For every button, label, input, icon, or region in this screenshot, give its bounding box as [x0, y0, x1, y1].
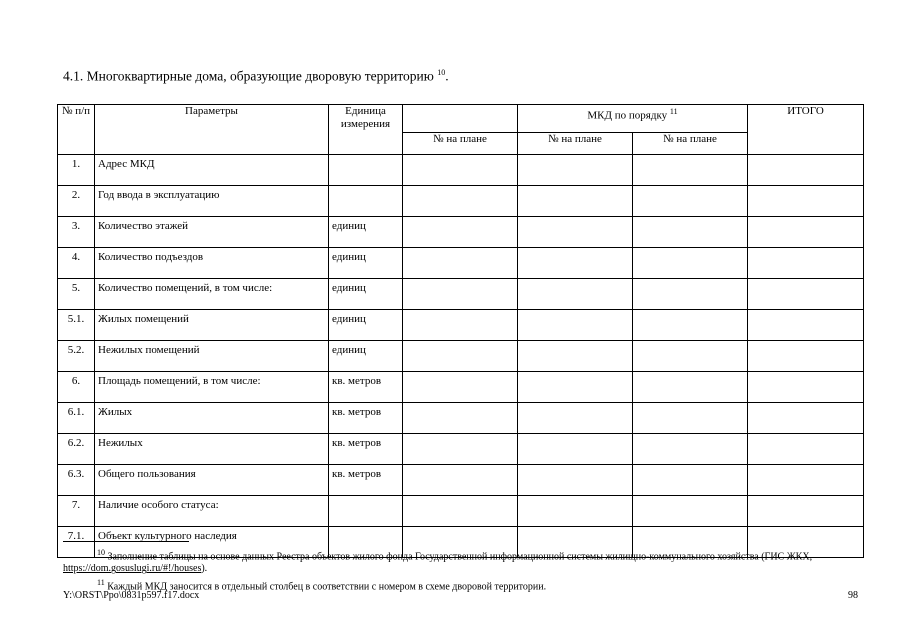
value-cell — [403, 341, 518, 372]
value-cell — [518, 403, 633, 434]
section-heading-text: 4.1. Многоквартирные дома, образующие дворовую территорию — [63, 68, 434, 84]
col-header-blank — [403, 105, 518, 133]
value-cell — [518, 248, 633, 279]
total-cell — [748, 248, 864, 279]
table-row — [58, 279, 864, 310]
row-number: 2. — [58, 186, 95, 217]
value-cell — [633, 372, 748, 403]
table-row — [58, 341, 864, 372]
table-row — [58, 496, 864, 527]
row-parameter: Жилых — [95, 403, 329, 434]
row-parameter: Площадь помещений, в том числе: — [95, 372, 329, 403]
col-header-mkd — [518, 105, 748, 133]
footnote-11-mark: 11 — [97, 578, 105, 587]
footnote-11-text: Каждый МКД заносится в отдельный столбец в соответствии с номером в схеме дворовой территории. — [107, 581, 547, 593]
total-cell — [748, 217, 864, 248]
row-number: 7. — [58, 496, 95, 527]
total-cell — [748, 403, 864, 434]
total-cell — [748, 341, 864, 372]
value-cell — [403, 434, 518, 465]
value-cell — [633, 186, 748, 217]
total-cell — [748, 186, 864, 217]
value-cell — [633, 310, 748, 341]
value-cell — [633, 248, 748, 279]
row-unit: единиц — [329, 341, 403, 372]
row-unit: единиц — [329, 217, 403, 248]
table-row — [58, 186, 864, 217]
col-header-total: ИТОГО — [748, 105, 864, 155]
value-cell — [633, 465, 748, 496]
row-number: 6. — [58, 372, 95, 403]
value-cell — [518, 310, 633, 341]
row-number: 6.3. — [58, 465, 95, 496]
value-cell — [518, 217, 633, 248]
row-parameter: Количество помещений, в том числе: — [95, 279, 329, 310]
row-number: 5.2. — [58, 341, 95, 372]
section-heading-tail: . — [445, 68, 449, 84]
value-cell — [518, 155, 633, 186]
table-body — [58, 155, 864, 558]
value-cell — [633, 279, 748, 310]
total-cell — [748, 496, 864, 527]
value-cell — [633, 217, 748, 248]
footnote-10-end: ). — [201, 563, 208, 575]
row-parameter: Количество подъездов — [95, 248, 329, 279]
row-parameter: Жилых помещений — [95, 310, 329, 341]
row-number: 5.1. — [58, 310, 95, 341]
value-cell — [403, 372, 518, 403]
total-cell — [748, 155, 864, 186]
page-number: 98 — [848, 590, 858, 601]
row-parameter: Объект культурного наследия — [95, 527, 329, 558]
table-row — [58, 434, 864, 465]
row-number: 4. — [58, 248, 95, 279]
col-header-mkd-label: МКД по порядку — [587, 109, 668, 122]
value-cell — [518, 465, 633, 496]
row-unit: единиц — [329, 248, 403, 279]
value-cell — [518, 341, 633, 372]
row-number: 7.1. — [58, 527, 95, 558]
row-parameter: Адрес МКД — [95, 155, 329, 186]
row-number: 6.1. — [58, 403, 95, 434]
table-row — [58, 155, 864, 186]
total-cell — [748, 279, 864, 310]
row-parameter: Нежилых помещений — [95, 341, 329, 372]
value-cell — [518, 434, 633, 465]
table-row — [58, 310, 864, 341]
total-cell — [748, 372, 864, 403]
col-header-plan-1: № на плане — [403, 133, 518, 155]
row-unit — [329, 155, 403, 186]
footnote-10-mark: 10 — [97, 548, 105, 557]
footnote-10-text: Заполнение таблицы на основе данных Реестра объектов жилого фонда Государственной информационной системы жилищно-коммунального хозяйства (ГИС ЖКХ, — [107, 551, 813, 563]
row-unit: кв. метров — [329, 434, 403, 465]
footnote-ref-11: 11 — [669, 107, 678, 116]
value-cell — [403, 217, 518, 248]
row-unit: единиц — [329, 310, 403, 341]
value-cell — [633, 434, 748, 465]
table-row — [58, 217, 864, 248]
row-number: 3. — [58, 217, 95, 248]
table-row — [58, 372, 864, 403]
value-cell — [518, 279, 633, 310]
col-header-plan-3: № на плане — [633, 133, 748, 155]
col-header-parameters: Параметры — [95, 105, 329, 155]
row-number: 5. — [58, 279, 95, 310]
row-unit — [329, 186, 403, 217]
value-cell — [403, 155, 518, 186]
col-header-plan-2: № на плане — [518, 133, 633, 155]
table-row — [58, 403, 864, 434]
value-cell — [518, 186, 633, 217]
section-heading — [63, 68, 449, 85]
total-cell — [748, 310, 864, 341]
value-cell — [403, 496, 518, 527]
value-cell — [403, 403, 518, 434]
value-cell — [403, 186, 518, 217]
value-cell — [403, 248, 518, 279]
apartment-buildings-table — [57, 104, 864, 558]
row-parameter: Наличие особого статуса: — [95, 496, 329, 527]
row-number: 6.2. — [58, 434, 95, 465]
row-unit: кв. метров — [329, 465, 403, 496]
value-cell — [403, 279, 518, 310]
value-cell — [518, 496, 633, 527]
table-row — [58, 248, 864, 279]
row-parameter: Количество этажей — [95, 217, 329, 248]
row-parameter: Общего пользования — [95, 465, 329, 496]
value-cell — [518, 372, 633, 403]
row-number: 1. — [58, 155, 95, 186]
value-cell — [403, 465, 518, 496]
col-header-number: № п/п — [58, 105, 95, 155]
value-cell — [633, 403, 748, 434]
gis-zhkh-link[interactable]: https://dom.gosuslugi.ru/#!/houses — [63, 563, 202, 575]
value-cell — [633, 341, 748, 372]
row-parameter: Нежилых — [95, 434, 329, 465]
footnote-separator — [63, 541, 189, 542]
value-cell — [633, 155, 748, 186]
col-header-unit: Единица измерения — [329, 105, 403, 155]
file-path: Y:\ORST\Ppo\0831p597.f17.docx — [63, 590, 200, 601]
row-unit — [329, 496, 403, 527]
row-unit: кв. метров — [329, 372, 403, 403]
row-unit: единиц — [329, 279, 403, 310]
value-cell — [633, 496, 748, 527]
total-cell — [748, 465, 864, 496]
row-parameter: Год ввода в эксплуатацию — [95, 186, 329, 217]
row-unit: кв. метров — [329, 403, 403, 434]
footnote-10 — [63, 547, 853, 575]
value-cell — [403, 310, 518, 341]
table-row — [58, 465, 864, 496]
total-cell — [748, 434, 864, 465]
footnote-ref-10: 10 — [437, 68, 446, 77]
